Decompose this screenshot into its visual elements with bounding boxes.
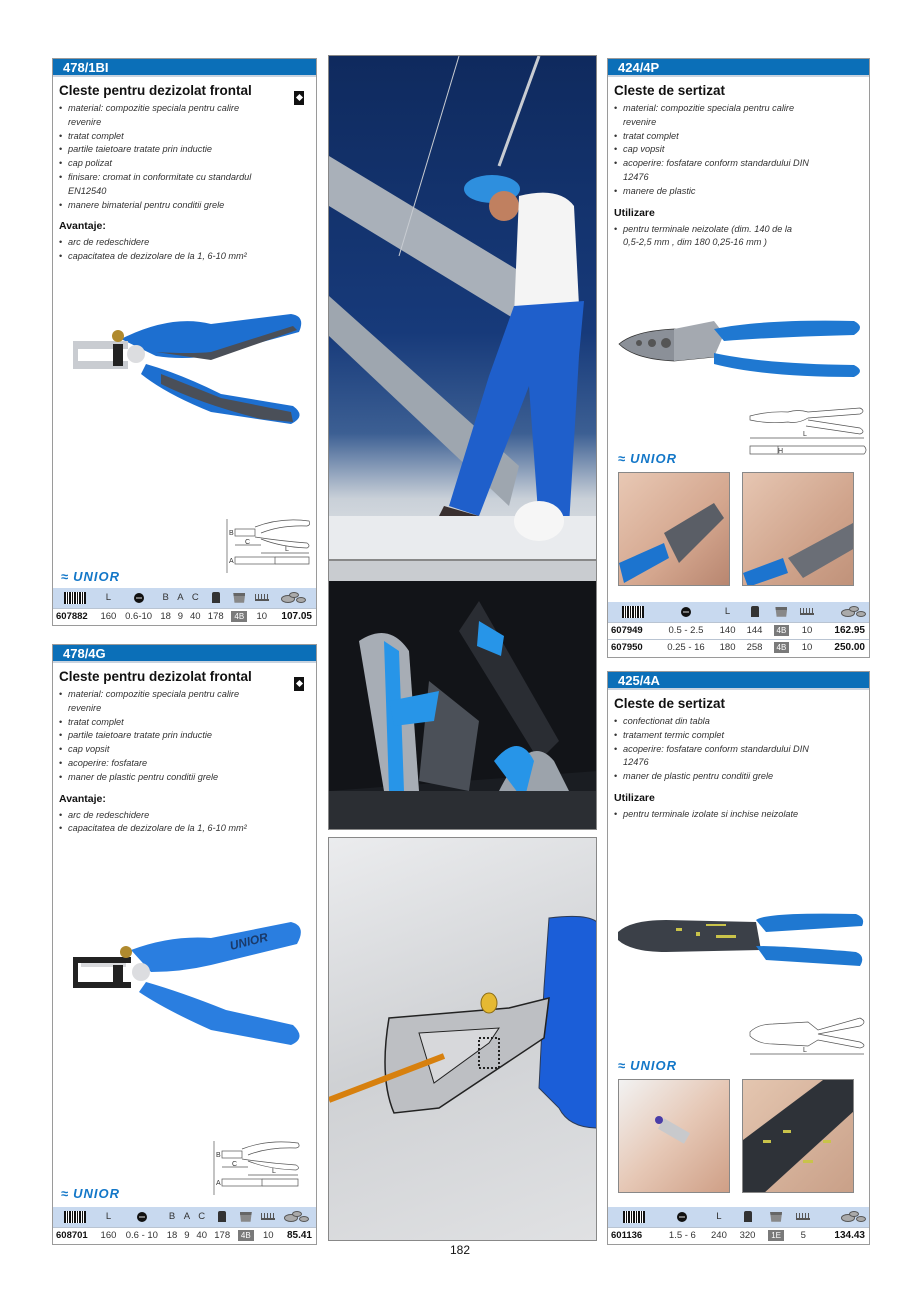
cell-range: 0.5 - 2.5 <box>668 625 704 636</box>
cell-price: 250.00 <box>834 642 865 654</box>
cell-range: 0.6 - 10 <box>125 1230 158 1242</box>
box-icon <box>770 1212 782 1222</box>
feature-list <box>614 715 869 784</box>
photo-crimping-hand-2 <box>742 472 854 586</box>
advantage-item: • capacitatea de dezizolare de la 1, 6-10 mm² <box>59 250 316 264</box>
product-title: Cleste pentru dezizolat frontal <box>59 83 252 98</box>
cell-price: 134.43 <box>834 1230 865 1242</box>
product-code: 424/4P <box>608 59 869 77</box>
cell-L: 240 <box>711 1230 727 1242</box>
photo-crimping-hand-1 <box>618 472 730 586</box>
cell-L: 180 <box>719 642 736 654</box>
feature-item: • partile taietoare tratate prin inductie <box>59 729 316 743</box>
table-row <box>608 622 869 639</box>
svg-text:L: L <box>803 431 807 438</box>
unior-logo: ≈ UNIOR <box>618 451 678 466</box>
advantages-list <box>59 236 316 264</box>
feature-item: • tratament termic complet <box>614 729 869 743</box>
coins-icon <box>841 1211 867 1223</box>
unior-logo: ≈ UNIOR <box>61 1186 121 1201</box>
article-code: 608701 <box>56 1230 88 1242</box>
feature-item: • maner de plastic pentru conditii grele <box>59 771 316 785</box>
col-A: A <box>177 592 184 604</box>
cell-A: 9 <box>177 611 184 623</box>
barcode-icon <box>64 1211 86 1223</box>
cell-qty: 10 <box>256 611 268 623</box>
weight-icon <box>744 1211 752 1222</box>
product-code: 478/1BI <box>53 59 316 77</box>
feature-item: • manere de plastic <box>614 185 869 199</box>
product-code: 425/4A <box>608 672 869 690</box>
feature-item: • partile taietoare tratate prin inductie <box>59 143 316 157</box>
cell-A: 9 <box>184 1230 190 1242</box>
spec-header-row <box>608 602 869 622</box>
weight-icon <box>751 606 759 617</box>
box-icon <box>775 607 787 617</box>
unior-logo: ≈ UNIOR <box>618 1058 678 1073</box>
illustration-wire-stripping <box>328 837 597 1241</box>
col-C: C <box>198 1211 206 1223</box>
advantage-item: • arc de redeschidere <box>59 236 316 250</box>
cell-qty: 10 <box>801 642 813 654</box>
product-card-478-1bi <box>52 58 317 626</box>
article-code: 607882 <box>56 611 88 623</box>
usage-item: • pentru terminale izolate si inchise neizolate <box>614 808 869 822</box>
svg-text:L: L <box>803 1047 807 1054</box>
spec-header-row <box>608 1207 869 1227</box>
advantage-item: • capacitatea de dezizolare de la 1, 6-10 mm² <box>59 822 316 836</box>
unior-mark-icon: ≈ <box>61 1186 70 1201</box>
feature-list <box>59 688 316 785</box>
ruler-icon <box>255 594 269 601</box>
page-number: 182 <box>449 1243 471 1257</box>
col-B: B <box>168 1211 176 1223</box>
product-card-424-4p <box>607 58 870 658</box>
cell-weight: 320 <box>739 1230 756 1242</box>
col-C: C <box>191 592 199 604</box>
diamond-icon <box>294 91 304 105</box>
feature-item: • cap polizat <box>59 157 316 171</box>
box-icon <box>240 1212 252 1222</box>
coins-icon <box>841 606 867 618</box>
barcode-icon <box>622 606 644 618</box>
feature-item: • tratat complet <box>614 130 869 144</box>
box-icon <box>233 593 245 603</box>
unior-mark-icon: ≈ <box>618 1058 627 1073</box>
photo-toolbox <box>328 560 597 830</box>
col-L: L <box>716 1211 722 1223</box>
disc-icon <box>134 593 144 603</box>
feature-item: • material: compozitie speciala pentru calire revenire <box>59 688 259 716</box>
cell-price: 107.05 <box>281 611 312 623</box>
weight-icon <box>218 1211 226 1222</box>
cell-C: 40 <box>196 1230 207 1242</box>
advantage-item: • arc de redeschidere <box>59 809 316 823</box>
dimension-diagram <box>748 406 868 461</box>
article-code: 601136 <box>611 1230 643 1242</box>
cell-L: 160 <box>100 1230 117 1242</box>
barcode-icon <box>623 1211 645 1223</box>
product-card-478-4g <box>52 644 317 1245</box>
spec-table <box>608 602 869 656</box>
cell-range: 1.5 - 6 <box>668 1230 696 1242</box>
spec-header-row <box>53 588 316 608</box>
feature-item: • maner de plastic pentru conditii grele <box>614 770 869 784</box>
svg-text:L: L <box>285 546 289 553</box>
product-image-wire-stripper <box>61 294 306 444</box>
spec-table <box>53 1207 316 1244</box>
cell-B: 18 <box>166 1230 178 1242</box>
cell-L: 160 <box>100 611 117 623</box>
advantages-heading: Avantaje: <box>59 792 106 805</box>
pack-badge: 4B <box>231 611 247 622</box>
cell-qty: 10 <box>262 1230 274 1242</box>
dimension-diagram <box>221 517 311 577</box>
ruler-icon <box>796 1213 810 1220</box>
cell-weight: 178 <box>207 611 224 623</box>
usage-list <box>614 223 869 251</box>
feature-list <box>59 102 316 212</box>
usage-heading: Utilizare <box>614 206 655 219</box>
cell-price: 85.41 <box>286 1230 312 1242</box>
product-image-crimping-pliers <box>614 309 866 384</box>
col-L: L <box>724 606 731 618</box>
cell-range: 0.25 - 16 <box>667 642 705 654</box>
article-code: 607950 <box>611 642 643 654</box>
coins-icon <box>284 1211 310 1223</box>
svg-text:B: B <box>216 1152 221 1159</box>
disc-icon <box>681 607 691 617</box>
unior-mark-icon: ≈ <box>61 569 70 584</box>
product-title: Cleste de sertizat <box>614 696 726 711</box>
feature-item: • acoperire: fosfatare conform standardului DIN 12476 <box>614 743 814 771</box>
ruler-icon <box>800 608 814 615</box>
usage-heading: Utilizare <box>614 791 655 804</box>
feature-item: • confectionat din tabla <box>614 715 869 729</box>
feature-item: • manere bimaterial pentru conditii grele <box>59 199 316 213</box>
table-row <box>608 639 869 656</box>
col-B: B <box>162 592 169 604</box>
svg-text:C: C <box>245 539 251 546</box>
cell-C: 40 <box>189 611 201 623</box>
feature-item: • cap vopsit <box>59 743 316 757</box>
dimension-diagram <box>748 1016 868 1061</box>
coins-icon <box>281 592 307 604</box>
table-row <box>53 1227 316 1244</box>
pack-badge: 4B <box>238 1230 254 1241</box>
ruler-icon <box>261 1213 275 1220</box>
product-card-425-4a <box>607 671 870 1245</box>
spec-table <box>53 588 316 625</box>
feature-item: • acoperire: fosfatare <box>59 757 316 771</box>
svg-text:H: H <box>778 448 784 455</box>
svg-text:A: A <box>216 1180 221 1187</box>
cell-price: 162.95 <box>834 625 865 636</box>
usage-list <box>614 808 869 822</box>
photo-crimping-tool-closeup <box>742 1079 854 1193</box>
svg-text:C: C <box>232 1161 238 1168</box>
feature-item: • tratat complet <box>59 716 316 730</box>
disc-icon <box>137 1212 147 1222</box>
product-title: Cleste pentru dezizolat frontal <box>59 669 252 684</box>
feature-list <box>614 102 869 199</box>
feature-item: • material: compozitie speciala pentru calire revenire <box>59 102 259 130</box>
table-row <box>53 608 316 625</box>
col-A: A <box>183 1211 191 1223</box>
svg-text:A: A <box>229 558 234 565</box>
svg-text:UNIOR: UNIOR <box>228 929 270 953</box>
svg-text:L: L <box>272 1168 276 1175</box>
cell-B: 18 <box>160 611 171 623</box>
col-L: L <box>105 592 112 604</box>
photo-sailor-working <box>328 55 597 560</box>
cell-weight: 144 <box>746 625 763 636</box>
spec-table <box>608 1207 869 1244</box>
table-row <box>608 1227 869 1244</box>
feature-item: • tratat complet <box>59 130 316 144</box>
barcode-icon <box>64 592 86 604</box>
cell-weight: 178 <box>214 1230 231 1242</box>
pack-badge: 1E <box>768 1230 784 1241</box>
feature-item: • finisare: cromat in conformitate cu standardul EN12540 <box>59 171 259 199</box>
unior-logo: ≈ UNIOR <box>61 569 121 584</box>
advantages-list <box>59 809 316 837</box>
cell-L: 140 <box>719 625 736 636</box>
product-image-crimping-tool <box>616 910 866 970</box>
cell-qty: 10 <box>801 625 813 636</box>
spec-header-row <box>53 1207 316 1227</box>
product-title: Cleste de sertizat <box>614 83 726 98</box>
dimension-diagram <box>208 1139 303 1199</box>
product-code: 478/4G <box>53 645 316 663</box>
pack-badge: 4B <box>774 625 790 636</box>
cell-weight: 258 <box>746 642 763 654</box>
disc-icon <box>677 1212 687 1222</box>
cell-range: 0.6-10 <box>125 611 153 623</box>
advantages-heading: Avantaje: <box>59 220 106 233</box>
usage-item: • pentru terminale neizolate (dim. 140 de la 0,5-2,5 mm , dim 180 0,25-16 mm ) <box>614 223 804 251</box>
product-image-wire-stripper-plastic <box>61 910 306 1070</box>
diamond-icon <box>294 677 304 691</box>
feature-item: • material: compozitie speciala pentru calire revenire <box>614 102 814 130</box>
article-code: 607949 <box>611 625 643 636</box>
feature-item: • acoperire: fosfatare conform standardului DIN 12476 <box>614 157 814 185</box>
unior-mark-icon: ≈ <box>618 451 627 466</box>
svg-text:B: B <box>229 530 234 537</box>
cell-qty: 5 <box>800 1230 806 1242</box>
col-L: L <box>105 1211 112 1223</box>
feature-item: • cap vopsit <box>614 143 869 157</box>
weight-icon <box>212 592 220 603</box>
photo-crimping-terminal <box>618 1079 730 1193</box>
pack-badge: 4B <box>774 642 790 653</box>
